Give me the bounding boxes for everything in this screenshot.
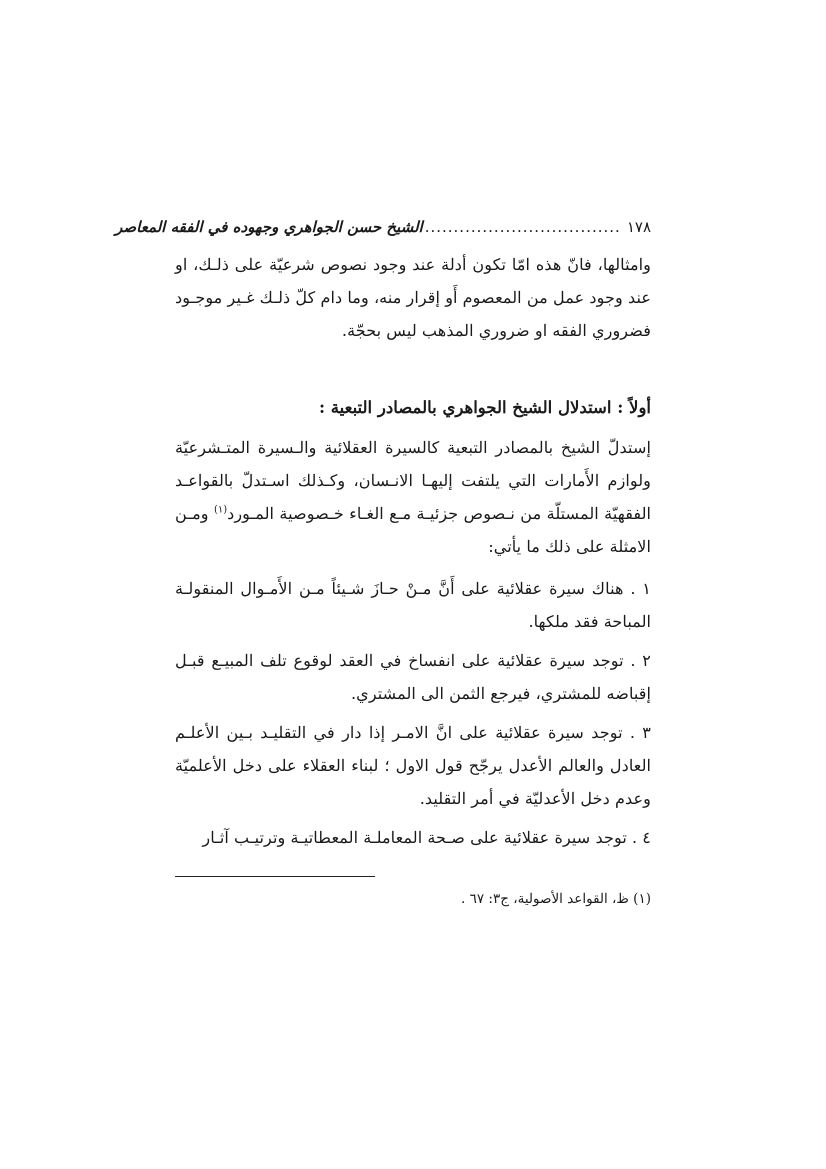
intro-paragraph [175, 431, 651, 563]
opening-line-2: عند وجود عمل من المعصوم أَو إقرار منه، وما دام كلّ ذلـك غـير موجـود [175, 288, 651, 307]
footnote-reference[interactable]: (١) [213, 504, 228, 516]
footnote: (١) ظ، القواعد الأصولية، ج٣: ٦٧ . [461, 891, 651, 907]
list-item: ٣ . توجد سيرة عقلائية على انَّ الامـر إذا دار في التقليـد بـين الأعلـم العادل والعالم الأعدل يرجّح قول الاول ؛ لبناء العقلاء على دخل الأعلميّة وعدم دخل الأعدليّة في أمر التقليد. [175, 723, 651, 808]
page-content [115, 218, 651, 911]
opening-line-3: فضروري الفقه او ضروري المذهب ليس بحجّة. [341, 321, 651, 340]
intro-text-tail: ومـن الامثلة على ذلك ما يأتي: [175, 504, 651, 556]
book-title: الشيخ حسن الجواهري وجهوده في الفقه المعاصر [115, 218, 423, 236]
footnote-divider [175, 876, 375, 877]
opening-paragraph [175, 248, 651, 347]
list-item: ٢ . توجد سيرة عقلائية على انفساخ في العقد لوقوع تلف المبيـع قبـل إقباضه للمشتري، فيرجع الثمن الى المشتري. [175, 651, 651, 703]
list-item: ١ . هناك سيرة عقلائية على أَنَّ مـنْ حـازَ شـيئاً مـن الأَمـوال المنقولـة المباحة فقد ملكها. [175, 579, 651, 631]
list-item: ٤ . توجد سيرة عقلائية على صـحة المعاملـة المعطاتيـة وترتيـب آثـار [202, 828, 651, 847]
opening-line-1: وامثالها، فانّ هذه امّا تكون أدلة عند وجود نصوص شرعيّة على ذلـك، او [175, 255, 651, 274]
running-header [115, 218, 651, 244]
page-number: ١٧٨ [626, 218, 651, 236]
section-heading: أولاً : استدلال الشيخ الجواهري بالمصادر التبعية : [318, 398, 651, 417]
intro-text: إستدلّ الشيخ بالمصادر التبعية كالسيرة العقلائية والـسيرة المتـشرعيّة ولوازم الأَمارات التي يلتفت إليهـا الانـسان، وكـذلك اسـتدلّ بالقواعـد الفقهيّة المستلّة من نـصوص جزئيـة مـع الغـاء خـصوصية المـورد [175, 438, 651, 523]
header-leader-dots: .................................. [424, 218, 621, 236]
